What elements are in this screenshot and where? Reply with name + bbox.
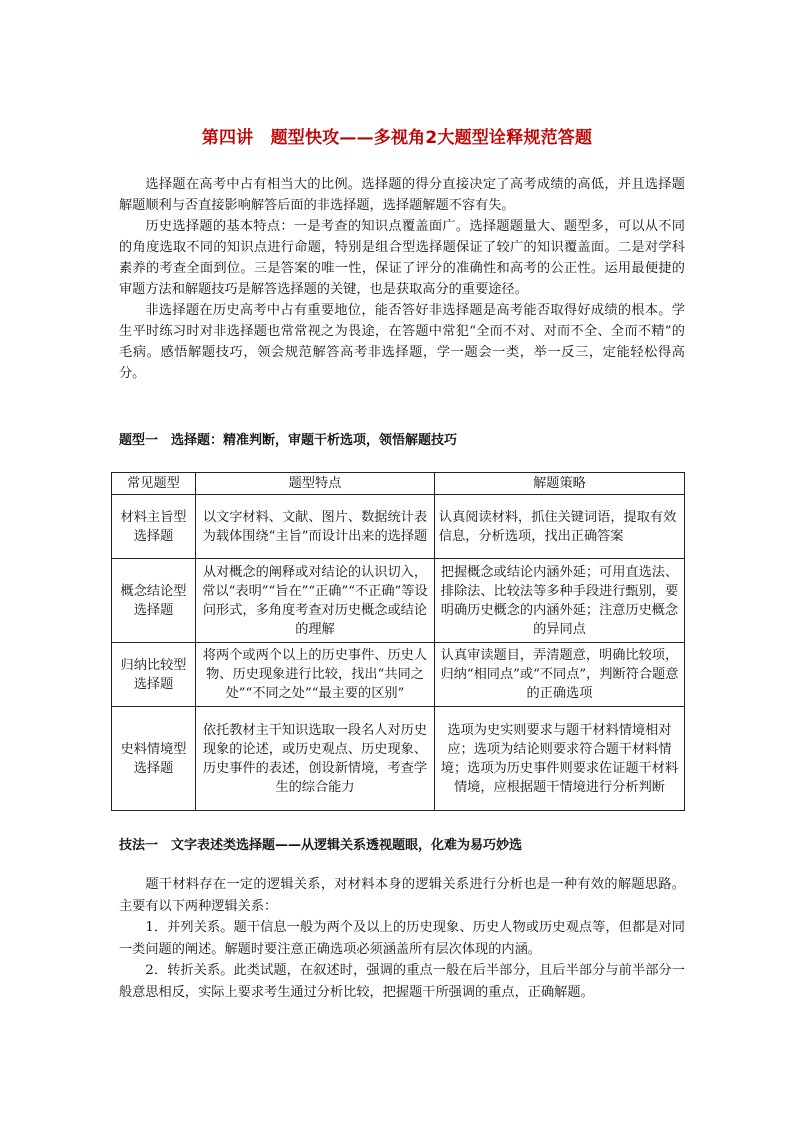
technique-paragraph: 题干材料存在一定的逻辑关系，对材料本身的逻辑关系进行分析也是一种有效的解题思路。主要有以下两种逻辑关系： xyxy=(119,877,685,914)
section-heading-technique-one: 技法一 文字表述类选择题——从逻辑关系透视题眼，化难为易巧妙选 xyxy=(119,838,523,853)
table-cell-feature: 将两个或两个以上的历史事件、历史人物、历史现象进行比较，找出“共同之处”“不同之处”“最主要的区别” xyxy=(196,643,435,707)
page-title: 第四讲 题型快攻——多视角2大题型诠释规范答题 xyxy=(201,128,593,148)
table-row xyxy=(112,495,685,559)
table-header-cell: 常见题型 xyxy=(112,473,196,495)
table-cell-strategy: 认真审读题目，弄清题意，明确比较项，归纳“相同点”或“不同点”，判断符合题意的正确选项 xyxy=(434,643,684,707)
technique-paragraph: 1．并列关系。题干信息一般为两个及以上的历史现象、历史人物或历史观点等，但都是对同一类问题的阐述。解题时要注意正确选项必须涵盖所有层次体现的内涵。 xyxy=(119,920,685,957)
table-cell-type: 史料情境型选择题 xyxy=(112,707,196,811)
table-cell-type: 归纳比较型选择题 xyxy=(112,643,196,707)
question-type-table xyxy=(111,472,685,811)
table-header-cell: 题型特点 xyxy=(196,473,435,495)
table-cell-type: 材料主旨型选择题 xyxy=(112,495,196,559)
table-row xyxy=(112,643,685,707)
intro-section xyxy=(119,174,685,384)
table-cell-strategy: 选项为史实则要求与题干材料情境相对应；选项为结论则要求符合题干材料情境；选项为历史事件则要求佐证题干材料情境，应根据题干情境进行分析判断 xyxy=(434,707,684,811)
technique-paragraph: 2．转折关系。此类试题，在叙述时，强调的重点一般在后半部分，且后半部分与前半部分一般意思相反，实际上要求考生通过分析比较，把握题干所强调的重点，正确解题。 xyxy=(119,963,685,1000)
table-cell-feature: 从对概念的阐释或对结论的认识切入，常以“表明”“旨在”“正确”“不正确”等设问形式，多角度考查对历史概念或结论的理解 xyxy=(196,559,435,643)
intro-paragraph: 历史选择题的基本特点：一是考查的知识点覆盖面广。选择题题量大、题型多，可以从不同的角度选取不同的知识点进行命题，特别是组合型选择题保证了较广的知识覆盖面。二是对学科素养的考查全面到位。三是答案的唯一性，保证了评分的准确性和高考的公正性。运用最便捷的审题方法和解题技巧是解答选择题的关键，也是获取高分的重要途径。 xyxy=(119,219,685,297)
table-cell-strategy: 认真阅读材料，抓住关键词语，提取有效信息，分析选项，找出正确答案 xyxy=(434,495,684,559)
technique-section xyxy=(119,874,685,1003)
intro-paragraph: 选择题在高考中占有相当大的比例。选择题的得分直接决定了高考成绩的高低，并且选择题解题顺利与否直接影响解答后面的非选择题，选择题解题不容有失。 xyxy=(119,177,685,213)
table-row xyxy=(112,559,685,643)
table-cell-feature: 依托教材主干知识选取一段名人对历史现象的论述，或历史观点、历史现象、历史事件的表述，创设新情境，考查学生的综合能力 xyxy=(196,707,435,811)
table-cell-feature: 以文字材料、文献、图片、数据统计表为载体围绕“主旨”而设计出来的选择题 xyxy=(196,495,435,559)
intro-paragraph: 非选择题在历史高考中占有重要地位，能否答好非选择题是高考能否取得好成绩的根本。学生平时练习时对非选择题也常常视之为畏途，在答题中常犯“全而不对、对而不全、全而不精”的毛病。感悟解题技巧，领会规范解答高考非选择题，学一题会一类，举一反三，定能轻松得高分。 xyxy=(119,303,685,381)
table-header-cell: 解题策略 xyxy=(434,473,684,495)
table-header-row xyxy=(112,473,685,495)
table-cell-strategy: 把握概念或结论内涵外延；可用直选法、排除法、比较法等多种手段进行甄别，要明确历史概念的内涵外延；注意历史概念的异同点 xyxy=(434,559,684,643)
table-cell-type: 概念结论型选择题 xyxy=(112,559,196,643)
section-heading-type-one: 题型一 选择题：精准判断，审题干析选项，领悟解题技巧 xyxy=(119,433,458,448)
table-row xyxy=(112,707,685,811)
